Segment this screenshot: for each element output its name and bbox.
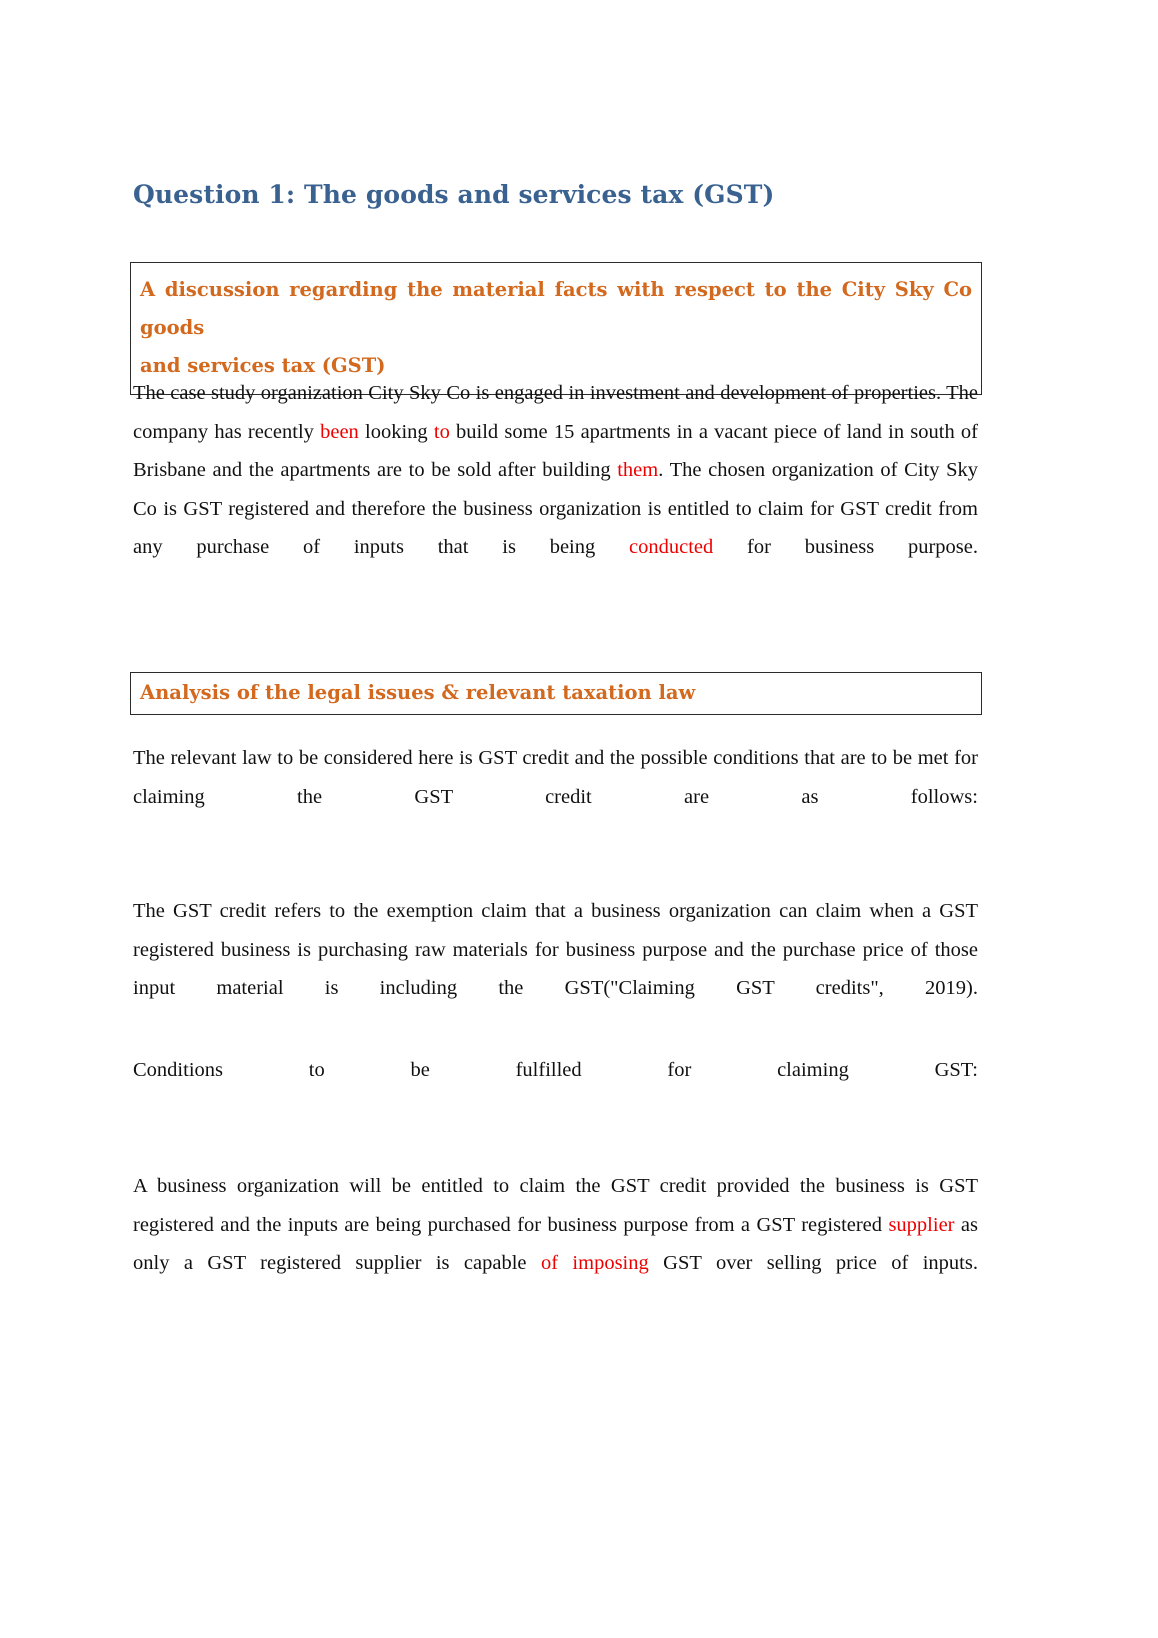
- marked-text-conducted: conducted: [629, 536, 714, 558]
- paragraph-entitlement-conditions: [133, 1167, 978, 1321]
- paragraph-gst-credit-definition: [133, 892, 978, 1046]
- paragraph-conditions-lead-in: [133, 1051, 978, 1128]
- text-segment: A business organization will be entitled to claim the GST credit provided the business is GST registered and the inputs are being purchased for business purpose from a GST registered: [133, 1175, 978, 1236]
- text-segment: looking: [358, 420, 434, 443]
- section-heading-analysis-label: Analysis of the legal issues & relevant taxation law: [140, 681, 696, 704]
- text-segment: build some 15 apartments in a vacant piece of land in south of Brisbane and the apartments are to be sold after building: [133, 420, 978, 481]
- text-segment: . The chosen organization of City Sky Co is GST registered and therefore the business organization is entitled to claim for GST credit from any purchase of inputs that is being: [133, 459, 979, 558]
- text-segment: GST over selling price of inputs.: [648, 1252, 978, 1274]
- text-segment: as only a GST registered supplier is capable: [133, 1213, 978, 1274]
- marked-text-of-imposing: of imposing: [540, 1252, 649, 1274]
- marked-text-been: been: [320, 420, 359, 443]
- section-heading-box-analysis: [130, 672, 982, 715]
- section-heading-discussion-line-2: and services tax (GST): [140, 354, 386, 377]
- marked-text-to: to: [433, 420, 450, 443]
- page-title: Question 1: The goods and services tax (GST): [133, 180, 775, 209]
- text-segment: The GST credit refers to the exemption claim that a business organization can claim when a GST registered business is purchasing raw materials for business purpose and the purchase price of those input material is including the GST("Claiming GST credits", 2019).: [133, 900, 978, 999]
- paragraph-relevant-law: [133, 739, 978, 855]
- section-heading-discussion-line-1: A discussion regarding the material facts with respect to the City Sky Co goods: [140, 278, 972, 339]
- text-segment: The relevant law to be considered here is GST credit and the possible conditions that are to be met for claiming the GST credit are as follows:: [133, 747, 978, 808]
- text-segment: for business purpose.: [713, 536, 978, 558]
- text-segment: The case study organization City Sky Co is engaged in investment and development of properties. The company has recently: [133, 382, 978, 443]
- marked-text-them: them: [617, 459, 659, 481]
- paragraph-case-facts: [133, 374, 978, 605]
- marked-text-supplier: supplier: [888, 1213, 955, 1236]
- text-segment: Conditions to be fulfilled for claiming GST:: [133, 1059, 978, 1081]
